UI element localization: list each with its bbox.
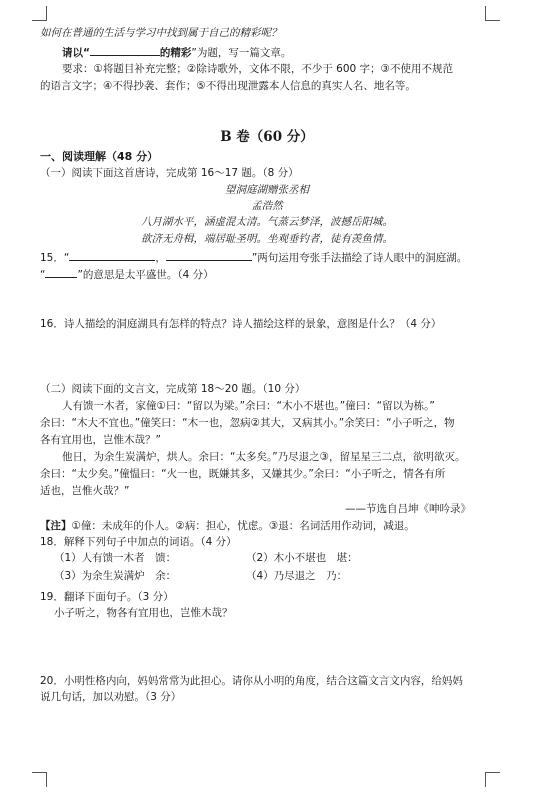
- essay-title-tail: 的精彩: [159, 47, 192, 59]
- crop-mark-top-right: [485, 6, 500, 21]
- question-18-item-4: （4）乃尽退之 乃：: [246, 570, 348, 582]
- essay-title-line: [62, 45, 291, 60]
- annotation-text: ①僮：未成年的仆人。②病：担心，忧虑。③退：名词活用作动词，减退。: [71, 520, 415, 532]
- q15-blank-1: [69, 250, 155, 261]
- prompt-question: 如何在普通的生活与学习中找到属于自己的精彩呢？: [40, 27, 282, 39]
- part-one-heading: 一、阅读理解（48 分）: [40, 150, 159, 163]
- crop-mark-bottom-left: [32, 772, 47, 787]
- q15-blank-3: [45, 267, 77, 278]
- essay-requirement-1: 要求：①将题目补充完整；②除诗歌外，文体不限，不少于 600 字；③不使用不规范: [62, 63, 453, 75]
- q15c-post: ”的意思是太平盛世。（4 分）: [77, 269, 214, 281]
- question-16: 16．诗人描绘的洞庭湖具有怎样的特点？诗人描绘这样的景象，意图是什么？（4 分）: [40, 318, 442, 330]
- passage-source: ——节选自吕坤《呻吟录》: [345, 503, 471, 515]
- essay-title-pre: 请以“: [62, 47, 90, 59]
- q15-blank-2: [166, 250, 252, 261]
- poem-line-2: 欲济无舟楫，端居耻圣明。坐观垂钓者，徒有羡鱼情。: [141, 233, 393, 245]
- question-15-cont: [40, 267, 214, 282]
- question-18: 18．解释下列句子中加点的词语。（4 分）: [40, 536, 237, 548]
- question-20-line-1: 20．小明性格内向，妈妈常常为此担心。请你从小明的角度，结合这篇文言文内容，给妈妈: [40, 675, 463, 687]
- essay-title-post: ”为题，写一篇文章。: [191, 47, 292, 59]
- poem-title: 望洞庭湖赠张丞相: [225, 184, 309, 196]
- question-18-item-2: （2）木小不堪也 堪：: [246, 552, 358, 564]
- q15c-pre: “: [40, 269, 46, 281]
- essay-requirement-2: 的语言文字；④不得抄袭、套作；⑤不得出现泄露本人信息的真实人名、地名等。: [40, 80, 416, 92]
- crop-mark-top-left: [32, 6, 47, 21]
- question-19-sentence: 小子听之，物各有宜用也，岂惟木哉？: [54, 607, 233, 619]
- crop-mark-bottom-right: [485, 772, 500, 787]
- poem-author: 孟浩然: [251, 200, 283, 212]
- passage-line-1: 人有馈一木者，家僮①曰：“留以为梁。”余曰：“木小不堪也。”僮曰：“留以为栋。”: [62, 400, 435, 412]
- section-b-title: B 卷（60 分）: [220, 129, 314, 145]
- q15-sep: ，: [155, 252, 166, 264]
- q15-text: ”两句运用夸张手法描绘了诗人眼中的洞庭湖。: [251, 252, 468, 264]
- essay-title-blank: [90, 45, 160, 56]
- passage-line-4: 他日，为余生炭满炉，烘人。余曰：“太多矣。”乃尽退之③，留星星三二点，欲明欲灭。: [62, 451, 466, 463]
- subsection-one-heading: （一）阅读下面这首唐诗，完成第 16～17 题。（8 分）: [40, 167, 299, 179]
- passage-line-2: 余曰：“木大不宜也。”僮笑曰：“木一也，忽病②其大，又病其小。”余笑曰：“小子听之，物: [40, 417, 455, 429]
- passage-line-6: 适也，岂惟火哉？”: [40, 485, 130, 497]
- question-18-item-3: （3）为余生炭满炉 余：: [54, 570, 177, 582]
- passage-line-5: 余曰：“太少矣。”僮愠曰：“火一也，既嫌其多，又嫌其少。”余曰：“小子听之，情各有所: [40, 468, 446, 480]
- poem-line-1: 八月湖水平，涵虚混太清。气蒸云梦泽，波撼岳阳城。: [141, 216, 393, 228]
- annotation: [40, 520, 415, 533]
- q15-start: 15．“: [40, 252, 70, 264]
- question-19: 19．翻译下面句子。（3 分）: [40, 591, 174, 603]
- subsection-two-heading: （二）阅读下面的文言文，完成第 18～20 题。（10 分）: [40, 383, 306, 395]
- annotation-tag: 【注】: [40, 520, 72, 532]
- passage-line-3: 各有宜用也，岂惟木哉？”: [40, 434, 161, 446]
- question-18-item-1: （1）人有馈一木者 馈：: [54, 552, 177, 564]
- question-20-line-2: 说几句话，加以劝慰。（3 分）: [40, 691, 182, 703]
- question-15: [40, 250, 467, 265]
